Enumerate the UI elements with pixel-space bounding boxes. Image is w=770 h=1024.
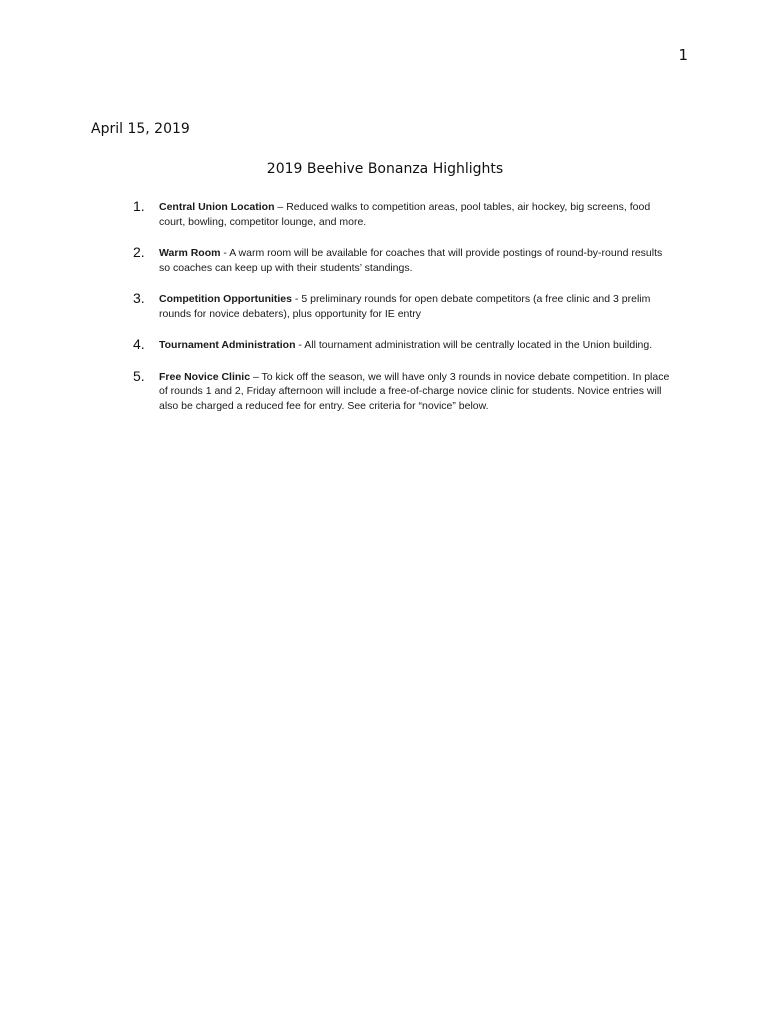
list-item bbox=[133, 199, 673, 229]
page-number: 1 bbox=[678, 46, 688, 64]
item-number: 3. bbox=[133, 290, 145, 306]
item-separator: - bbox=[295, 339, 305, 351]
list-item bbox=[133, 337, 673, 353]
item-number: 1. bbox=[133, 198, 145, 214]
item-heading: Tournament Administration bbox=[159, 339, 296, 351]
item-number: 5. bbox=[133, 367, 145, 384]
item-body: All tournament administration will be centrally located in the Union building. bbox=[304, 339, 653, 351]
item-body: 5 preliminary rounds for open debate competitors (a free clinic and 3 prelim rounds for novice debaters), plus opportunity for IE entry bbox=[159, 293, 651, 320]
item-text bbox=[159, 199, 673, 229]
item-body: To kick off the season, we will have only 3 rounds in novice debate competition. In place of rounds 1 and 2, Friday afternoon will include a free-of-charge novice clinic for students. Novice entries will also be charged a reduced fee for entry. See criteria for “novice” below. bbox=[159, 370, 670, 412]
item-body: Reduced walks to competition areas, pool tables, air hockey, big screens, food court, bowling, competitor lounge, and more. bbox=[159, 201, 651, 228]
item-body: A warm room will be available for coaches that will provide postings of round-by-round results so coaches can keep up with their students’ standings. bbox=[159, 247, 663, 274]
item-number: 2. bbox=[133, 244, 145, 260]
item-separator: – bbox=[250, 370, 262, 383]
item-text bbox=[159, 245, 673, 275]
item-text bbox=[159, 291, 673, 321]
document-date: April 15, 2019 bbox=[91, 121, 190, 137]
item-separator: – bbox=[274, 201, 287, 213]
list-item bbox=[133, 245, 673, 275]
item-heading: Competition Opportunities bbox=[159, 293, 292, 305]
document-title: 2019 Beehive Bonanza Highlights bbox=[266, 161, 504, 177]
item-number: 4. bbox=[133, 336, 145, 352]
item-heading: Warm Room bbox=[159, 247, 221, 259]
item-separator: - bbox=[220, 247, 230, 259]
item-text bbox=[159, 369, 673, 414]
highlights-list bbox=[133, 199, 673, 429]
item-heading: Central Union Location bbox=[159, 201, 275, 213]
list-item bbox=[133, 369, 673, 414]
list-item bbox=[133, 291, 673, 321]
item-text bbox=[159, 337, 673, 353]
item-separator: - bbox=[292, 293, 302, 305]
item-heading: Free Novice Clinic bbox=[159, 370, 251, 383]
